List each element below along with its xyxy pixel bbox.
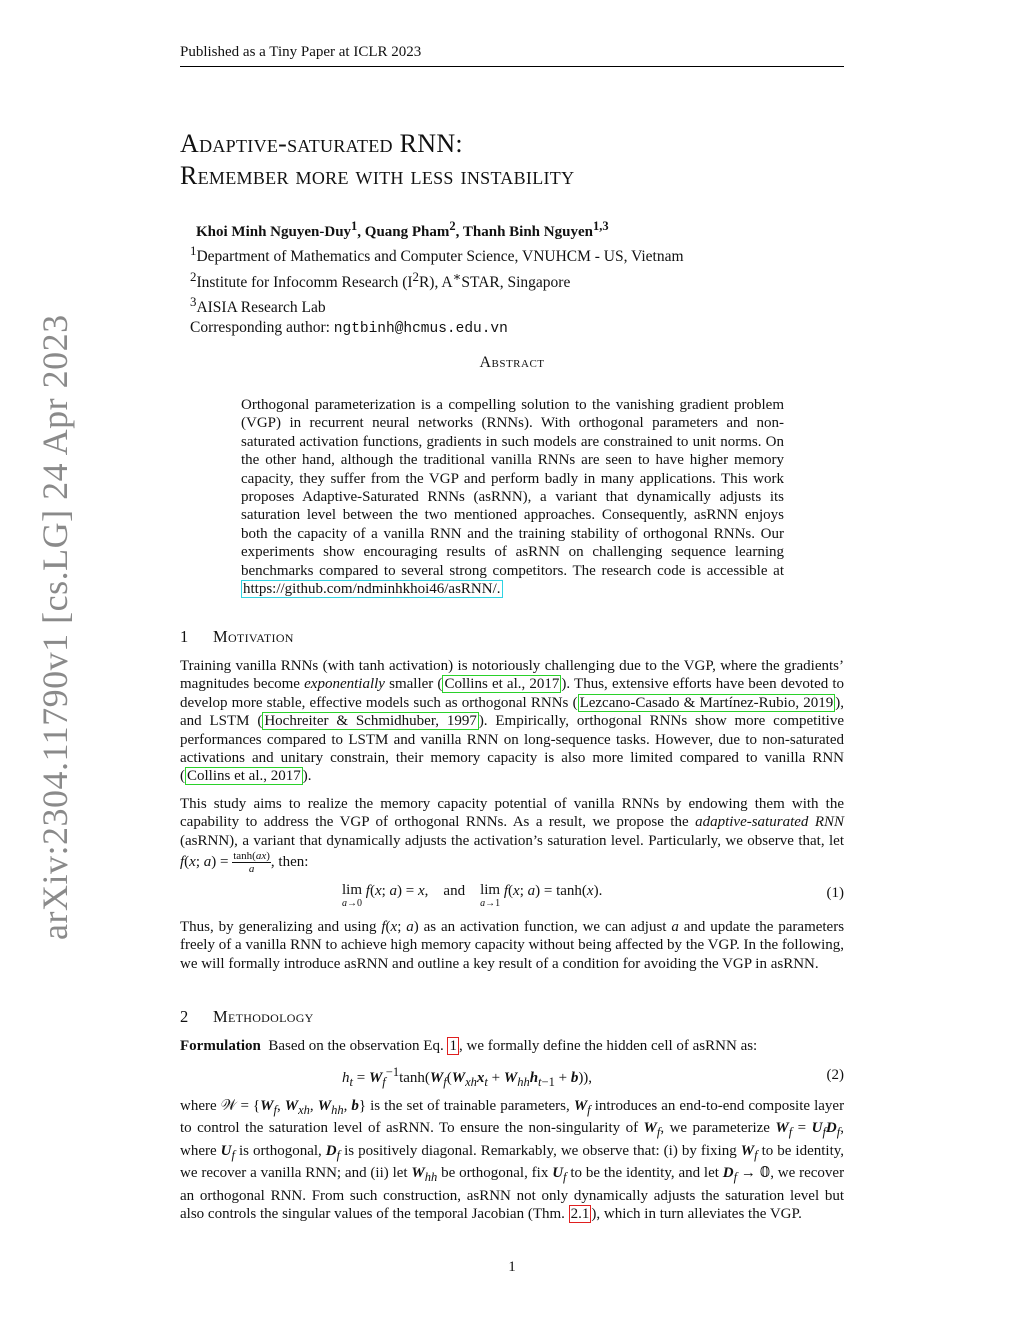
equation-1-number: (1): [826, 885, 844, 901]
title-line-1: Adaptive-saturated RNN:: [180, 129, 463, 158]
section-1-heading: 1 Motivation: [180, 627, 294, 646]
affiliations: [190, 241, 684, 339]
affiliation-2: $^2$Institute for Infocomm Research $(I^2R)$, A∗STAR, Singapore: [190, 268, 571, 291]
section-1-paragraph-2: This study aims to realize the memory capacity potential of vanilla RNNs by endowing them with the capability to address the VGP of orthogonal RNNs. As a result, we propose the adaptive-saturated RNN (asRNN), a variant that dynamically adjusts the activation’s saturation level. Particularly, we observe that, let f(x; a) = $\frac{\tanh(ax)}{a}$ , then:: [180, 796, 845, 876]
arxiv-identifier: arXiv:2304.11790v1 [cs.LG] 24 Apr 2023: [35, 314, 75, 940]
abstract-body: Orthogonal parameterization is a compelling solution to the vanishing gradient problem (VGP) in recurrent neural networks (RNNs). With orthogonal parameters and non-saturated activation functions, gradients in such models are constrained to unit norms. On the other hand, although the traditional vanilla RNNs are seen to have higher memory capacity, they suffer from the VGP and perform badly in many applications. This work proposes Adaptive-Saturated RNNs (asRNN), a variant that dynamically adjusts its saturation level between the two mentioned approaches. Consequently, asRNN enjoys both the capacity of a vanilla RNN and the training stability of orthogonal RNNs. Our experiments show encouraging results of asRNN on challenging sequence learning benchmarks compared to several strong competitors. The research code is accessible at https://github.com/ndminhkhoi46/asRNN/.: [241, 397, 784, 598]
author-1: Khoi Minh Nguyen-Duy: [196, 224, 352, 240]
corresponding-author: Corresponding author: ngtbinh@hcmus.edu.vn: [190, 318, 508, 337]
cite-lezcano[interactable]: Lezcano-Casado & Martínez-Rubio, 2019: [579, 694, 834, 711]
section-2-heading: 2 Methodology: [180, 1007, 314, 1026]
fraction-tanh: $\frac{\tanh(ax)}{a}$: [233, 850, 270, 876]
paper-title: [180, 128, 844, 192]
formulation-paragraph: Formulation Based on the observation Eq. 1 , we formally define the hidden cell of asRNN as:: [180, 1038, 758, 1054]
section-2-paragraph: where 𝒲 = {$W_f$, $W_{xh}$, $W_{hh}$, b} is the set of trainable parameters, $W_f$ introduces an end-to-end composite layer to control the saturation level of asRNN. To ensure the non-singularity of $W_f$, we parameterize $W_f = U_fD_f$, where $U_f$ is orthogonal, $D_f$ is positively diagonal. Remarkably, we observe that: (i) by fixing $W_f$ to be identity, we recover a vanilla RNN; and (ii) let $W_{hh}$ be orthogonal, fix $U_f$ to be the identity, and let $D_f$ → 𝟘, we recover an orthogonal RNN. From such construction, asRNN not only dynamically adjusts the saturation level but also controls the singular values of the temporal Jacobian (Thm. 2.1 ), which in turn alleviates the VGP.: [180, 1098, 845, 1223]
cite-collins-2[interactable]: Collins et al., 2017: [187, 768, 301, 785]
author-3-sup: 1,3: [592, 219, 609, 233]
github-link[interactable]: https://github.com/ndminhkhoi46/asRNN/.: [243, 581, 501, 598]
author-list: Khoi Minh Nguyen-Duy$^1$, Quang Pham$^2$, Thanh Binh Nguyen$^{1,3}$: [196, 219, 609, 240]
page-number: 1: [508, 1259, 516, 1275]
equation-1: lim a→0 f(x; a) = x, and lim a→1 f(x; a) = tanh(x). (1): [342, 882, 844, 909]
author-2-sup: 2: [449, 219, 456, 233]
title-line-2: Remember more with less instability: [180, 161, 575, 190]
running-head: Published as a Tiny Paper at ICLR 2023: [180, 44, 422, 60]
affiliation-3: $^3$AISIA Research Lab: [190, 294, 326, 317]
author-1-sup: 1: [351, 219, 358, 233]
cite-hochreiter[interactable]: Hochreiter & Schmidhuber, 1997: [264, 713, 477, 730]
author-3: Thanh Binh Nguyen: [462, 224, 593, 240]
cite-collins[interactable]: Collins et al., 2017: [444, 676, 560, 693]
ref-eq-1[interactable]: 1: [449, 1038, 457, 1054]
ref-thm-2-1[interactable]: 2.1: [570, 1206, 590, 1223]
affiliation-1: $^1$Department of Mathematics and Computer Science, VNUHCM - US, Vietnam: [190, 243, 684, 266]
abstract-heading: Abstract: [479, 354, 545, 371]
equation-2-number: (2): [826, 1067, 844, 1083]
header-rule: [180, 66, 844, 67]
author-2: Quang Pham: [364, 224, 450, 240]
corresponding-email[interactable]: ngtbinh@hcmus.edu.vn: [333, 320, 508, 337]
section-1-paragraph-1: Training vanilla RNNs (with tanh activation) is notoriously challenging due to the VGP, where the gradients’ magnitudes become exponentially smaller ( Collins et al., 2017 ). Thus, extensive efforts have been devoted to develop more stable, effective models such as orthogonal RNNs ( Lezcano-Casado & Martínez-Rubio, 2019 ), and LSTM ( Hochreiter & Schmidhuber, 1997 ). Empirically, orthogonal RNNs show more competitive performances compared to LSTM and vanilla RNN on long-sequence tasks. However, due to non-saturated activations and unitary constrain, their memory capacity is also more limited compared to vanilla RNN ( Collins et al., 2017 ).: [180, 658, 845, 785]
section-1-paragraph-3: Thus, by generalizing and using f(x; a) as an activation function, we can adjust a and update the parameters freely of a vanilla RNN to achieve high memory capacity without being affected by the VGP. In the following, we will formally introduce asRNN and outline a key result of a condition for avoiding the VGP in asRNN.: [180, 919, 845, 972]
equation-2: $h_t = W_f^{-1}\tanh(W_f(W_{xh}x_t + W_{hh}h_{t-1} + b))$, (2): [342, 1065, 844, 1089]
